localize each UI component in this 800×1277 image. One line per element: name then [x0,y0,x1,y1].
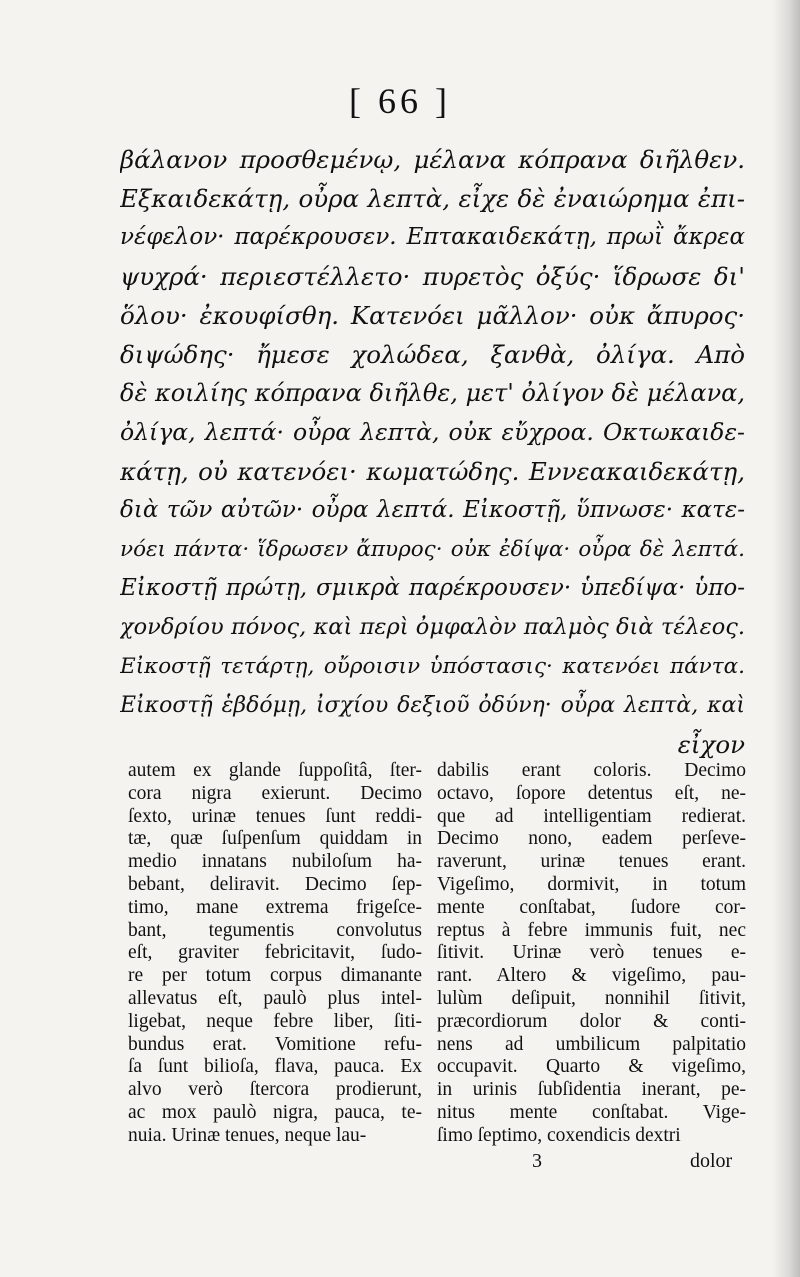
latin-line: ac mox paulò nigra, pauca, te- [128,1101,422,1123]
latin-line: bundus erat. Vomitione refu- [128,1033,422,1055]
latin-line: ſa ſunt bilioſa, flava, pauca. Ex [128,1056,422,1078]
greek-line: Εἰκοστῇ ἑβδόμῃ, ἰσχίου δεξιοῦ ὀδύνη· οὖρα λεπτὰ, καὶ [120,693,745,718]
catchword: dolor [690,1150,733,1172]
latin-line: bant, tegumentis convolutus [128,919,422,941]
page-number: [ 66 ] [349,81,451,121]
latin-line: eſt, graviter febricitavit, ſudo- [128,942,422,964]
greek-line: ὀλίγα, λεπτά· οὖρα λεπτὰ, οὐκ εὔχροα. Οκτωκαιδε- [120,418,745,446]
greek-line: Εἰκοστῇ τετάρτῃ, οὔροισιν ὑπόστασις· κατενόει πάντα. [120,654,745,679]
latin-line: occupavit. Quarto & vigeſimo, [437,1056,746,1078]
greek-line: Εἰκοστῇ πρώτῃ, σμικρὰ παρέκρουσεν· ὑπεδίψα· ὑπο- [120,575,745,601]
greek-line: ψυχρά· περιεστέλλετο· πυρετὸς ὀξύς· ἵδρωσε δι' [120,262,745,291]
latin-line: dabilis erant coloris. Decimo [437,760,746,781]
latin-line: medio innatans nubiloſum ha- [128,851,422,873]
latin-line: autem ex glande ſuppoſitâ, ſter- [128,760,422,781]
greek-line: διὰ τῶν αὐτῶν· οὖρα λεπτά. Εἰκοστῇ, ὕπνωσε· κατε- [120,497,745,523]
greek-line: κάτῃ, οὐ κατενόει· κωματώδης. Εννεακαιδεκάτῃ, [120,457,745,486]
latin-line: allevatus eſt, paulò plus intel- [128,987,422,1009]
latin-line: lulùm deſipuit, nonnihil ſitivit, [437,987,746,1009]
greek-line: δὲ κοιλίης κόπρανα διῆλθε, μετ' ὀλίγον δὲ μέλανα, [120,379,745,407]
greek-line: εἶχον [677,730,745,759]
latin-line: ligebat, neque febre liber, ſiti- [128,1010,422,1032]
latin-line: reptus à febre immunis fuit, nec [437,919,746,941]
latin-line: re per totum corpus dimanante [128,965,422,987]
latin-line: in urinis ſubſidentia inerant, pe- [437,1079,746,1101]
latin-line: nitus mente conſtabat. Vige- [437,1101,746,1123]
latin-line: præcordiorum dolor & conti- [437,1010,746,1032]
greek-line: διψώδης· ἤμεσε χολώδεα, ξανθὰ, ὀλίγα. Απὸ [120,340,745,369]
latin-line: octavo, ſopore detentus eſt, ne- [437,782,746,804]
greek-line: νέφελον· παρέκρουσεν. Επτακαιδεκάτῃ, πρωῒ ἄκρεα [120,224,745,250]
latin-column-right [437,760,746,1148]
latin-line: bebant, deliravit. Decimo ſep- [128,873,422,895]
latin-line: rant. Altero & vigeſimo, pau- [437,965,746,987]
latin-line: ſexto, urinæ tenues ſunt reddi- [128,805,422,827]
signature-mark: 3 [532,1150,542,1172]
greek-line: Εξκαιδεκάτῃ, οὖρα λεπτὰ, εἶχε δὲ ἐναιώρημα ἐπι- [120,184,745,213]
latin-line: Vigeſimo, dormivit, in totum [437,873,746,895]
latin-line: nuia. Urinæ tenues, neque lau- [128,1124,367,1146]
greek-line: χονδρίου πόνος, καὶ περὶ ὀμφαλὸν παλμὸς διὰ τέλεος. [120,614,745,640]
page-edge-shadow [772,0,800,1277]
latin-line: mente conſtabat, ſudore cor- [437,896,746,918]
greek-text-block [120,140,745,764]
latin-line: raverunt, urinæ tenues erant. [437,851,746,873]
latin-line: tæ, quæ ſuſpenſum quiddam in [128,828,422,850]
latin-column-left [128,760,422,1148]
latin-line: cora nigra exierunt. Decimo [128,782,422,804]
latin-line: que ad intelligentiam redierat. [437,805,746,827]
greek-line: βάλανον προσθεμένῳ, μέλανα κόπρανα διῆλθεν. [120,145,745,174]
latin-line: Decimo nono, eadem perſeve- [437,828,746,850]
greek-line: νόει πάντα· ἵδρωσεν ἄπυρος· οὐκ ἐδίψα· οὖρα δὲ λεπτά. [120,537,745,562]
latin-line: ſimo ſeptimo, coxendicis dextri [437,1124,681,1146]
latin-line: timo, mane extrema frigeſce- [128,896,422,918]
latin-line: nens ad umbilicum palpitatio [437,1033,746,1055]
latin-line: ſitivit. Urinæ verò tenues e- [437,942,746,964]
latin-line: alvo verò ſtercora prodierunt, [128,1079,422,1101]
greek-line: ὅλου· ἐκουφίσθη. Κατενόει μᾶλλον· οὐκ ἄπυρος· [120,301,745,330]
